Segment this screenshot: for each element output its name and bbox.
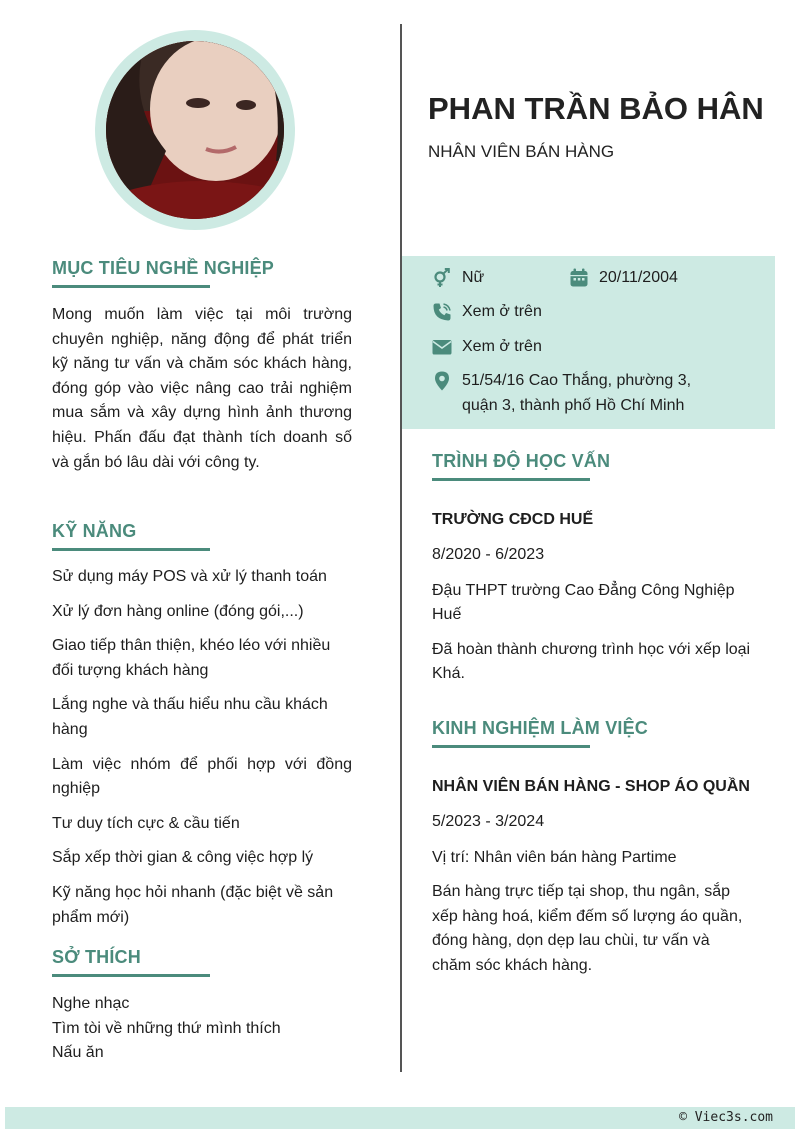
job-title: NHÂN VIÊN BÁN HÀNG - SHOP ÁO QUẦN: [432, 778, 750, 795]
job-position: Vị trí: Nhân viên bán hàng Partime: [432, 848, 677, 866]
skill-item: Giao tiếp thân thiện, khéo léo với nhiều đối tượng khách hàng: [52, 637, 331, 679]
contact-box: [402, 256, 775, 429]
gender-value: Nữ: [462, 269, 485, 286]
candidate-role: NHÂN VIÊN BÁN HÀNG: [428, 142, 615, 161]
skill-item: Sắp xếp thời gian & công việc hợp lý: [52, 849, 314, 867]
education-period: 8/2020 - 6/2023: [432, 546, 545, 563]
objective-text: Mong muốn làm việc tại môi trường chuyên nghiệp, năng động để phát triển kỹ năng tư vấn và chăm sóc khách hàng, đóng góp vào việc nâng cao trải nghiệm mua sắm và xây dựng hình ảnh thương hiệu. Phấn đấu đạt thành tích doanh số và gắn bó lâu dài với công ty.: [52, 306, 352, 471]
skill-item: Lắng nghe và thấu hiểu nhu cầu khách hàng: [52, 696, 328, 738]
contact-address: [432, 369, 732, 418]
hobby-item: Tìm tòi về những thứ mình thích: [52, 1019, 281, 1037]
section-underline: [52, 285, 210, 288]
address-line-2: quận 3, thành phố Hồ Chí Minh: [462, 396, 685, 414]
contact-gender: [432, 266, 484, 291]
hobbies-list: [52, 992, 352, 1066]
column-divider: [400, 24, 402, 1072]
school-name: TRƯỜNG CĐCD HUẾ: [432, 511, 594, 528]
email-value[interactable]: Xem ở trên: [462, 338, 542, 355]
avatar: [106, 41, 284, 219]
dob-value: 20/11/2004: [599, 269, 678, 286]
job-period: 5/2023 - 3/2024: [432, 813, 545, 830]
skills-section: [52, 521, 352, 940]
skills-list: [52, 565, 352, 930]
section-underline: [52, 974, 210, 977]
skill-item: Kỹ năng học hỏi nhanh (đặc biệt về sản phẩm mới): [52, 883, 334, 926]
skills-title: KỸ NĂNG: [52, 521, 137, 541]
mail-icon: [432, 337, 452, 357]
candidate-name: PHAN TRẦN BẢO HÂN: [428, 91, 764, 126]
objective-title: MỤC TIÊU NGHỀ NGHIỆP: [52, 258, 275, 278]
section-underline: [432, 745, 590, 748]
experience-title: KINH NGHIỆM LÀM VIỆC: [432, 718, 649, 738]
education-section: [432, 451, 752, 687]
skill-item: Xử lý đơn hàng online (đóng gói,...): [52, 602, 304, 620]
footer-credit[interactable]: © Viec3s.com: [679, 1110, 773, 1125]
footer-bar: [5, 1107, 795, 1129]
gender-icon: [432, 268, 452, 288]
phone-icon: [432, 302, 452, 322]
hobby-item: Nấu ăn: [52, 1044, 104, 1062]
contact-phone: [432, 300, 542, 325]
experience-section: [432, 718, 752, 979]
hobbies-section: [52, 947, 352, 1066]
location-icon: [432, 371, 452, 391]
skill-item: Làm việc nhóm để phối hợp với đồng nghiệp: [52, 755, 352, 798]
phone-value[interactable]: Xem ở trên: [462, 303, 542, 320]
skill-item: Sử dụng máy POS và xử lý thanh toán: [52, 568, 327, 585]
education-detail: Đậu THPT trường Cao Đẳng Công Nghiệp Huế: [432, 581, 735, 624]
contact-dob: [569, 266, 678, 291]
job-description: Bán hàng trực tiếp tại shop, thu ngân, sắp xếp hàng hoá, kiểm đếm số lượng áo quần, đóng hàng, dọn dẹp lau chùi, tư vấn và chăm sóc khách hàng.: [432, 883, 743, 974]
hobby-item: Nghe nhạc: [52, 995, 130, 1012]
hobbies-title: SỞ THÍCH: [52, 947, 141, 967]
contact-email: [432, 335, 542, 360]
skill-item: Tư duy tích cực & cầu tiến: [52, 814, 240, 832]
objective-section: [52, 258, 352, 475]
address-line-1: 51/54/16 Cao Thắng, phường 3,: [462, 372, 692, 389]
education-title: TRÌNH ĐỘ HỌC VẤN: [432, 451, 611, 471]
section-underline: [432, 478, 590, 481]
section-underline: [52, 548, 210, 551]
education-detail: Đã hoàn thành chương trình học với xếp loại Khá.: [432, 640, 751, 683]
calendar-icon: [569, 268, 589, 288]
